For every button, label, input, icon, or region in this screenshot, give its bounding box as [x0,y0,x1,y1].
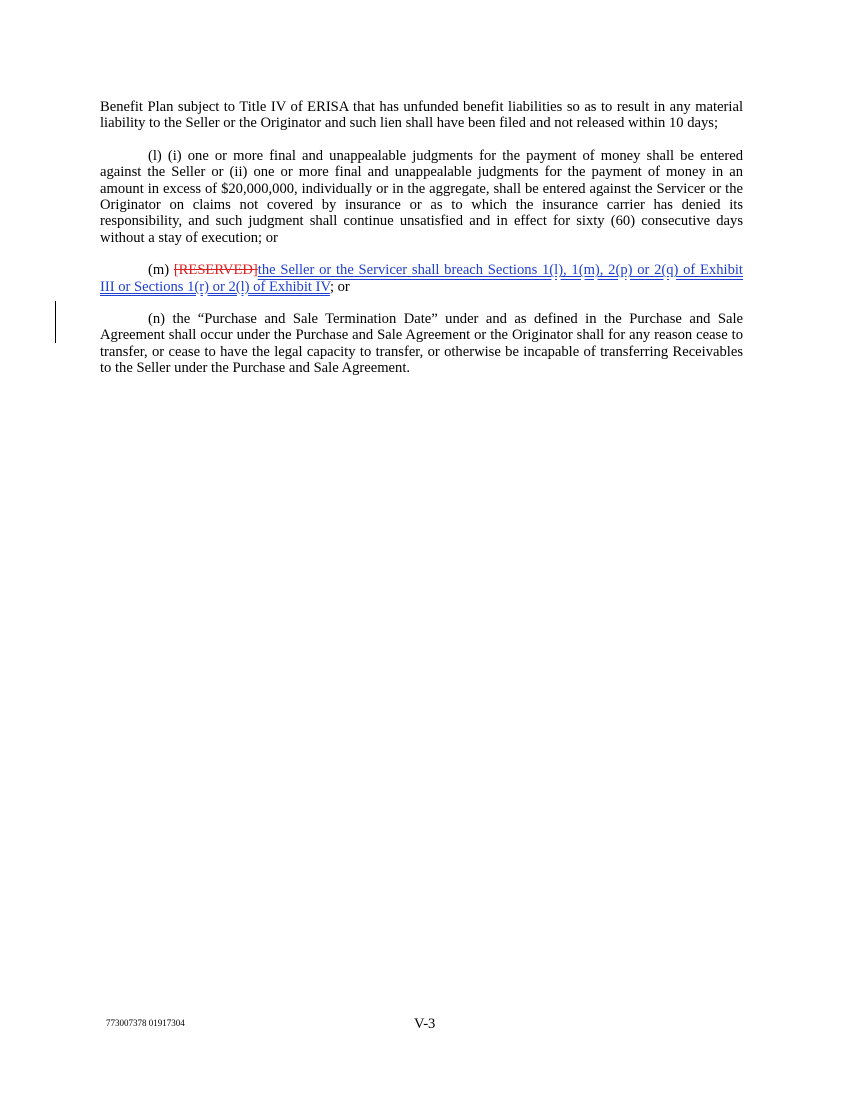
paragraph-m-breach [100,262,743,295]
inserted-text-breach: the Seller or the Servicer shall breach Sections 1(l), 1(m), 2(p) or 2(q) of Exhibit III or Sections 1(r) or 2(l) of Exhibit IV [100,262,743,295]
footer-page-number: V-3 [414,1016,436,1032]
footer-document-id: 773007378 01917304 [106,1018,185,1028]
document-body [100,99,743,393]
revision-change-bar [55,301,56,343]
deleted-text-reserved: [RESERVED] [173,262,258,279]
paragraph-m-lead: (m) [148,262,174,279]
paragraph-erisa-lien: Benefit Plan subject to Title IV of ERISA that has unfunded benefit liabilities so as to result in any material liability to the Seller or the Originator and such lien shall have been filed and not released within 10 days; [100,99,743,132]
paragraph-m-tail: ; or [329,278,350,295]
paragraph-n-termination: (n) the “Purchase and Sale Termination Date” under and as defined in the Purchase and Sale Agreement shall occur under the Purchase and Sale Agreement or the Originator shall for any reason cease to transfer, or cease to have the legal capacity to transfer, or otherwise be incapable of transferring Receivables to the Seller under the Purchase and Sale Agreement. [100,311,743,377]
paragraph-l-judgments: (l) (i) one or more final and unappealable judgments for the payment of money shall be entered against the Seller or (ii) one or more final and unappealable judgments for the payment of money in an amount in excess of $20,000,000, individually or in the aggregate, shall be entered against the Servicer or the Originator on claims not covered by insurance or as to which the insurance carrier has denied its responsibility, and such judgment shall continue unsatisfied and in effect for sixty (60) consecutive days without a stay of execution; or [100,147,743,246]
